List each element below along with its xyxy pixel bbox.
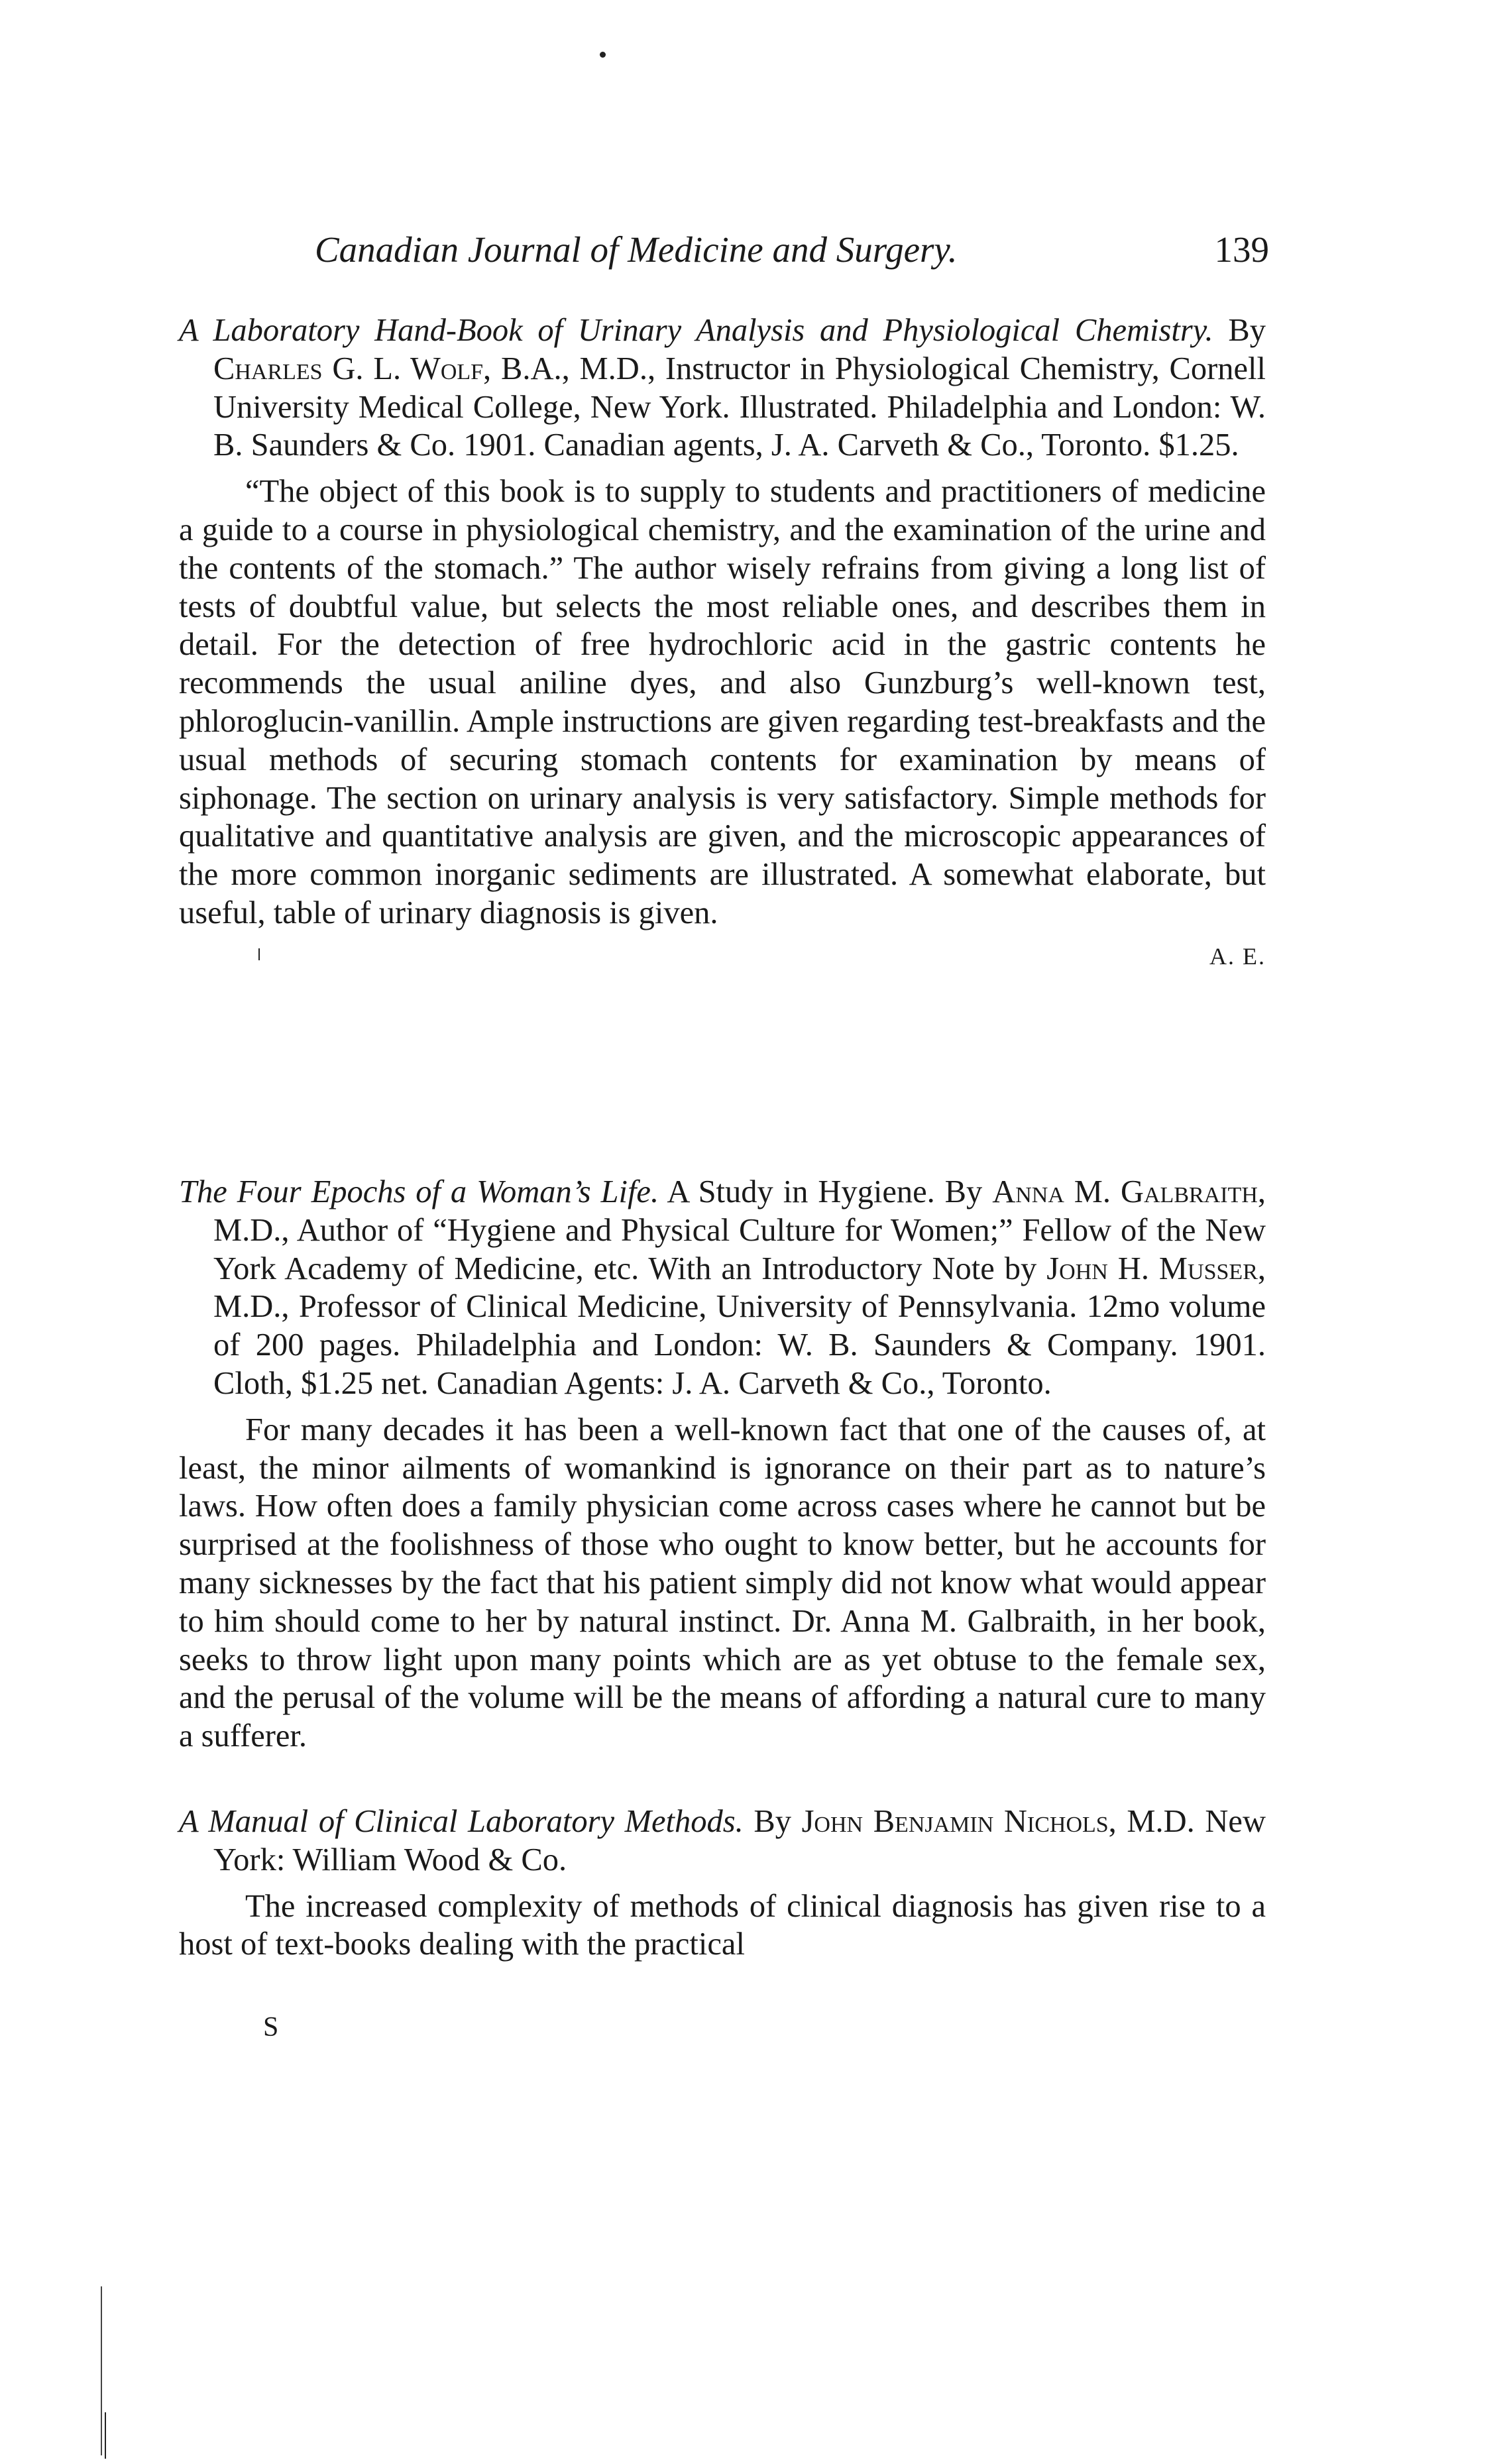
introduction-author: John H. Musser <box>1046 1251 1258 1286</box>
review-entry <box>179 1803 1266 1964</box>
reviewer-initials: A. E. <box>1209 942 1266 970</box>
author-name: Anna M. Galbraith <box>992 1174 1258 1209</box>
book-subtitle: A Study in Hygiene. By <box>659 1174 993 1209</box>
review-body: For many decades it has been a well-known fact that one of the causes of, at least, the minor ailments of womankind is ignorance on their part as to nature’s laws. How often does a family physician come across cases where he cannot but be surprised at the foolishness of those who ought to know better, but he accounts for many sicknesses by the fact that his patient simply did not know what would appear to him should come to her by natural instinct. Dr. Anna M. Galbraith, in her book, seeks to throw light upon many points which are as yet obtuse to the female sex, and the perusal of the volume will be the means of affording a natural cure to many a sufferer. <box>179 1412 1266 1754</box>
publication-details: , M.D., Professor of Clinical Medicine, University of Pennsylvania. 12mo volume of 200 pages. Philadelphia and London: W. B. Saunders & Company. 1901. Cloth, $1.25 net. Canadian Agents: J. A. Carveth & Co., Toronto. <box>213 1251 1266 1401</box>
by-label: By <box>1228 313 1266 348</box>
page-number: 139 <box>1214 229 1269 270</box>
book-citation <box>179 311 1266 465</box>
signature-mark: S <box>263 2012 279 2043</box>
margin-rule <box>105 2412 106 2459</box>
author-name: Charles G. L. Wolf <box>213 351 484 386</box>
review-body: The increased complexity of methods of clinical diagnosis has given rise to a host of text-books dealing with the practical <box>179 1888 1266 1962</box>
review-entry <box>179 1173 1266 1756</box>
publication-details: , B.A., M.D., Instructor in Physiological Chemistry, Cornell University Medical College, New York. Illustrated. Philadelphia and London: W. B. Saunders & Co. 1901. Canadian agents, J. A. Carveth & Co., Toronto. $1.25. <box>213 351 1266 463</box>
book-title: A Laboratory Hand-Book of Urinary Analysis and Physiological Chemistry. <box>179 313 1213 348</box>
running-header <box>315 229 1269 282</box>
book-citation <box>179 1803 1266 1879</box>
review-body: “The object of this book is to supply to students and practitioners of medicine a guide to a course in physiological chemistry, and the examination of the urine and the contents of the stomach.” The author wisely refrains from giving a long list of tests of doubtful value, but selects the most reliable ones, and describes them in detail. For the detection of free hydrochloric acid in the gastric contents he recommends the usual aniline dyes, and also Gunzburg’s well-known test, phloroglucin-vanillin. Ample instructions are given regarding test-breakfasts and the usual methods of securing stomach contents for examination by means of siphonage. The section on urinary analysis is very satisfactory. Simple methods for qualitative and quantitative analysis are given, and the microscopic appearances of the more common inorganic sediments are illustrated. A somewhat elaborate, but useful, table of urinary diagnosis is given. <box>179 474 1266 930</box>
book-title: The Four Epochs of a Woman’s Life. <box>179 1174 659 1209</box>
publication-details: , M.D. New York: William Wood & Co. <box>213 1804 1266 1877</box>
journal-title: Canadian Journal of Medicine and Surgery. <box>315 229 958 270</box>
by-label: By <box>743 1804 802 1839</box>
review-entry <box>179 311 1266 976</box>
margin-rule <box>101 2286 102 2455</box>
top-dot-mark <box>600 52 606 58</box>
author-name: John Benjamin Nichols <box>801 1804 1109 1839</box>
stray-mark <box>258 948 260 960</box>
publication-details: , M.D., Author of “Hygiene and Physical Culture for Women;” Fellow of the New York Academy of Medicine, etc. With an Introductory Note by <box>213 1174 1266 1286</box>
book-title: A Manual of Clinical Laboratory Methods. <box>179 1804 744 1839</box>
book-citation <box>179 1173 1266 1403</box>
